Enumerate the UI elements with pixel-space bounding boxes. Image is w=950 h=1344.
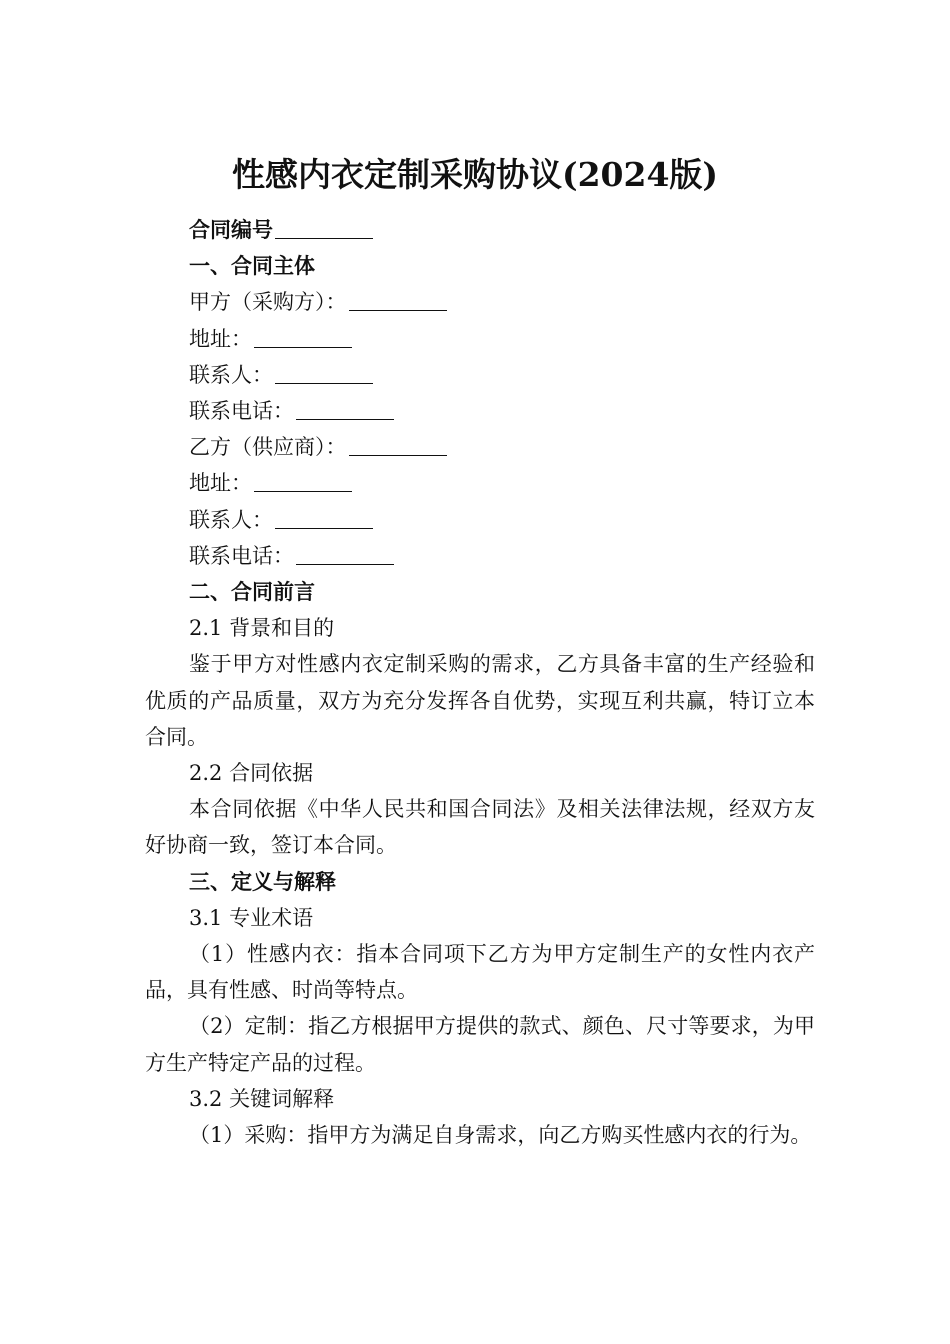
party-b-address-blank — [254, 469, 352, 492]
section-2-1-heading: 2.1 背景和目的 — [189, 616, 335, 641]
contract-number-blank — [275, 216, 373, 239]
party-a-phone-line — [145, 393, 815, 429]
document-body — [145, 212, 815, 1153]
party-b-phone-line — [145, 538, 815, 574]
party-b-address-line — [145, 465, 815, 501]
section-2-2-text: 本合同依据《中华人民共和国合同法》及相关法律法规，经双方友好协商一致，签订本合同。 — [145, 797, 815, 858]
section-2-heading: 二、合同前言 — [189, 579, 315, 605]
section-3-heading: 三、定义与解释 — [189, 868, 336, 894]
party-a-contact-line — [145, 357, 815, 393]
party-a-address-blank — [254, 325, 352, 348]
contract-number-label: 合同编号 — [189, 217, 273, 242]
section-3-2-item-1: （1）采购：指甲方为满足自身需求，向乙方购买性感内衣的行为。 — [189, 1123, 812, 1148]
party-b-contact-line — [145, 502, 815, 538]
party-a-address-label: 地址： — [189, 326, 252, 351]
party-b-address-label: 地址： — [189, 471, 252, 496]
party-b-phone-label: 联系电话： — [189, 543, 294, 568]
party-b-contact-label: 联系人： — [189, 507, 273, 532]
party-a-address-line — [145, 321, 815, 357]
party-a-phone-label: 联系电话： — [189, 399, 294, 424]
section-2-1-text: 鉴于甲方对性感内衣定制采购的需求，乙方具备丰富的生产经验和优质的产品质量，双方为充分发挥各自优势，实现互利共赢，特订立本合同。 — [145, 652, 815, 749]
party-b-phone-blank — [296, 542, 394, 565]
contract-number-line — [145, 212, 815, 248]
party-a-label: 甲方（采购方）： — [189, 290, 347, 315]
party-b-contact-blank — [275, 506, 373, 529]
document-title: 性感内衣定制采购协议(2024版) — [231, 155, 719, 194]
party-a-contact-label: 联系人： — [189, 362, 273, 387]
section-2-2-heading: 2.2 合同依据 — [189, 761, 314, 786]
party-a-line — [145, 284, 815, 320]
section-3-2-heading: 3.2 关键词解释 — [189, 1086, 335, 1111]
party-b-line — [145, 429, 815, 465]
section-1-heading: 一、合同主体 — [189, 253, 315, 279]
section-3-1-item-2: （2）定制：指乙方根据甲方提供的款式、颜色、尺寸等要求，为甲方生产特定产品的过程。 — [145, 1014, 815, 1075]
party-a-phone-blank — [296, 397, 394, 420]
section-3-1-heading: 3.1 专业术语 — [189, 905, 314, 930]
party-b-label: 乙方（供应商）： — [189, 435, 347, 460]
party-a-blank — [349, 288, 447, 311]
party-b-blank — [349, 433, 447, 456]
section-3-1-item-1: （1）性感内衣：指本合同项下乙方为甲方定制生产的女性内衣产品，具有性感、时尚等特点。 — [145, 942, 815, 1003]
party-a-contact-blank — [275, 361, 373, 384]
